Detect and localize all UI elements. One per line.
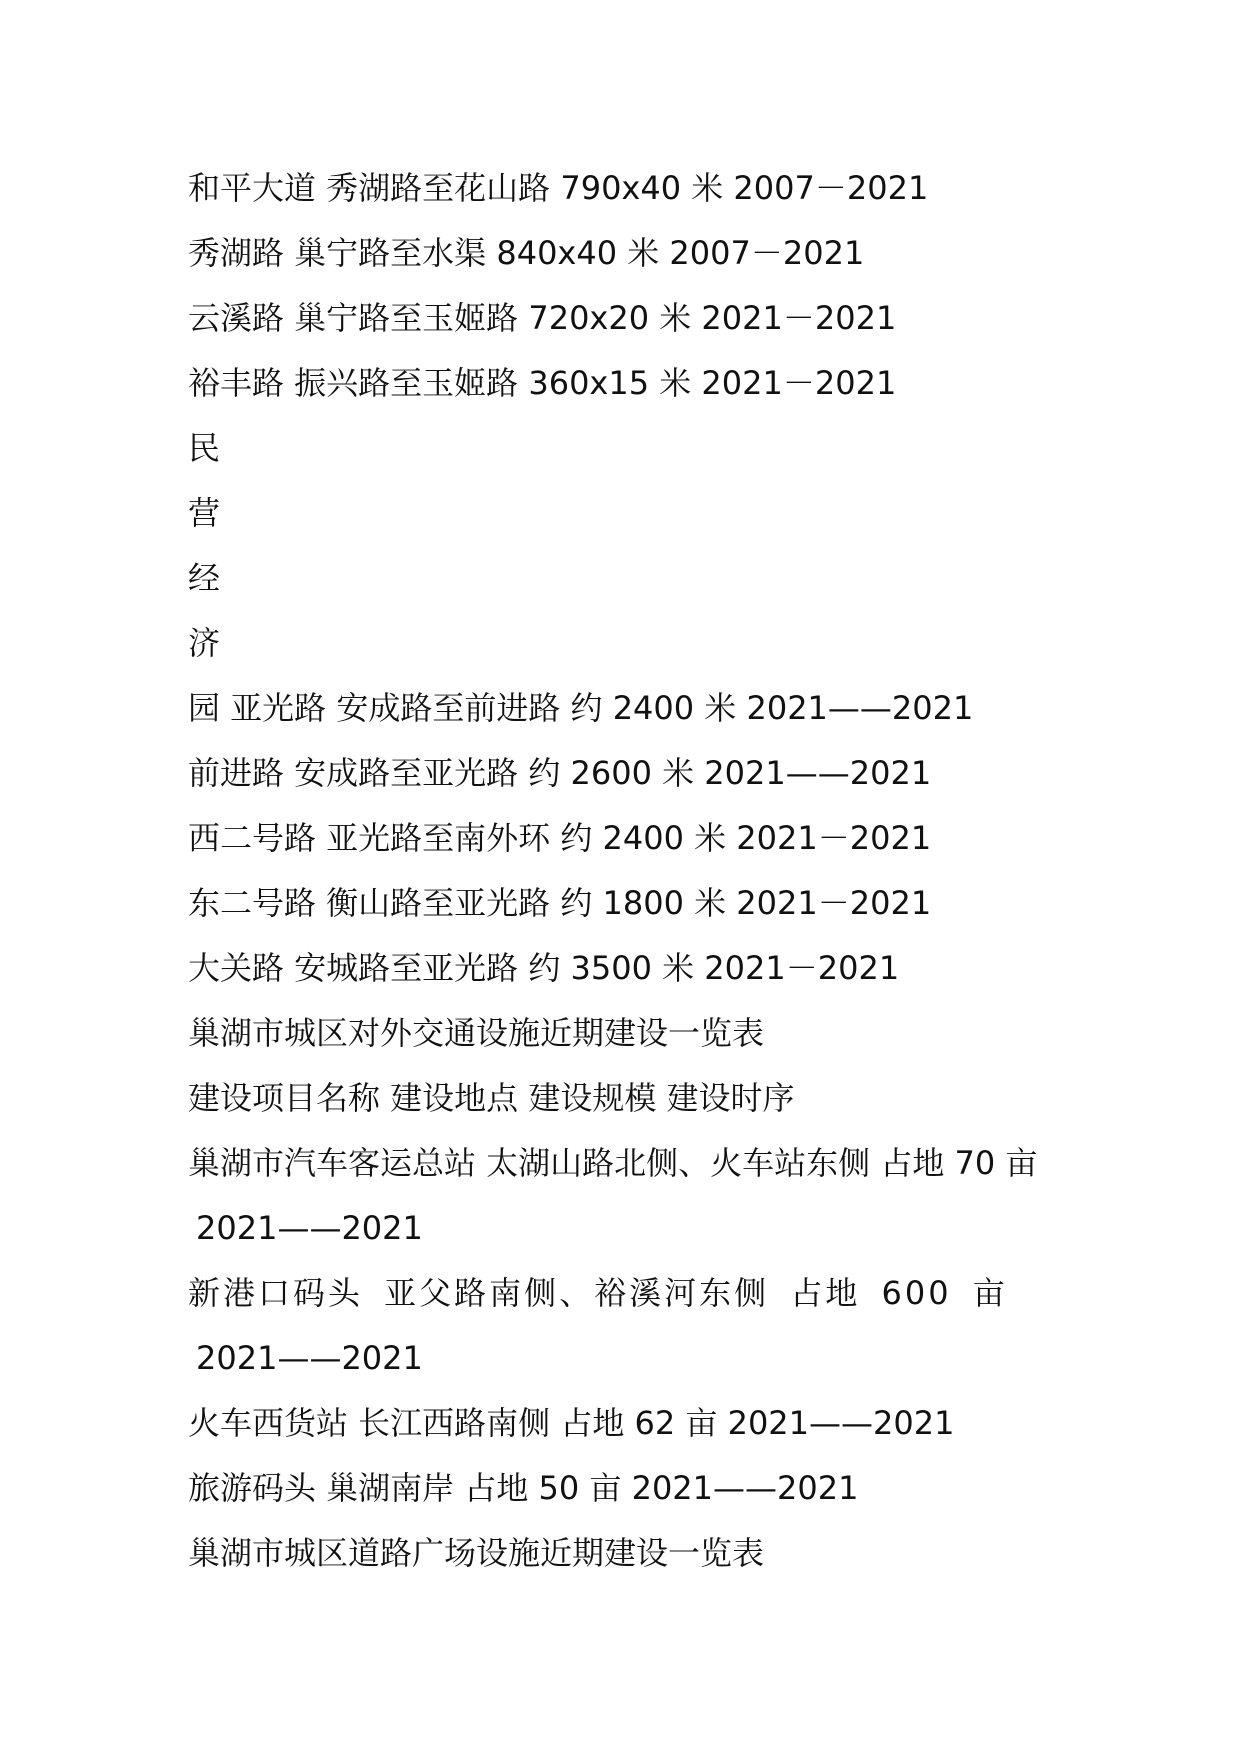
- text-line: 巢湖市汽车客运总站 太湖山路北侧、火车站东侧 占地 70 亩: [188, 1144, 1038, 1182]
- text-line: 新港口码头 亚父路南侧、裕溪河东侧 占地 600 亩: [188, 1274, 1008, 1312]
- text-line: 民: [188, 429, 221, 467]
- text-line: 经: [188, 559, 221, 597]
- text-line: 前进路 安成路至亚光路 约 2600 米 2021——2021: [188, 754, 932, 792]
- text-line: 2021——2021: [196, 1209, 423, 1247]
- section-title: 巢湖市城区道路广场设施近期建设一览表: [188, 1534, 765, 1572]
- text-line: 园 亚光路 安成路至前进路 约 2400 米 2021——2021: [188, 689, 974, 727]
- text-line: 和平大道 秀湖路至花山路 790x40 米 2007－2021: [188, 169, 929, 207]
- text-line: 旅游码头 巢湖南岸 占地 50 亩 2021——2021: [188, 1469, 859, 1507]
- table-header-line: 建设项目名称 建设地点 建设规模 建设时序: [188, 1079, 795, 1117]
- text-line: 云溪路 巢宁路至玉姬路 720x20 米 2021－2021: [188, 299, 897, 337]
- text-line: 裕丰路 振兴路至玉姬路 360x15 米 2021－2021: [188, 364, 897, 402]
- text-line: 营: [188, 494, 221, 532]
- text-line: 西二号路 亚光路至南外环 约 2400 米 2021－2021: [188, 819, 932, 857]
- section-title: 巢湖市城区对外交通设施近期建设一览表: [188, 1014, 765, 1052]
- text-line: 火车西货站 长江西路南侧 占地 62 亩 2021——2021: [188, 1404, 955, 1442]
- text-line: 秀湖路 巢宁路至水渠 840x40 米 2007－2021: [188, 234, 865, 272]
- text-line: 东二号路 衡山路至亚光路 约 1800 米 2021－2021: [188, 884, 932, 922]
- text-line: 大关路 安城路至亚光路 约 3500 米 2021－2021: [188, 949, 900, 987]
- document-text-body: [188, 156, 1068, 1586]
- text-line: 2021——2021: [196, 1339, 423, 1377]
- text-line: 济: [188, 624, 221, 662]
